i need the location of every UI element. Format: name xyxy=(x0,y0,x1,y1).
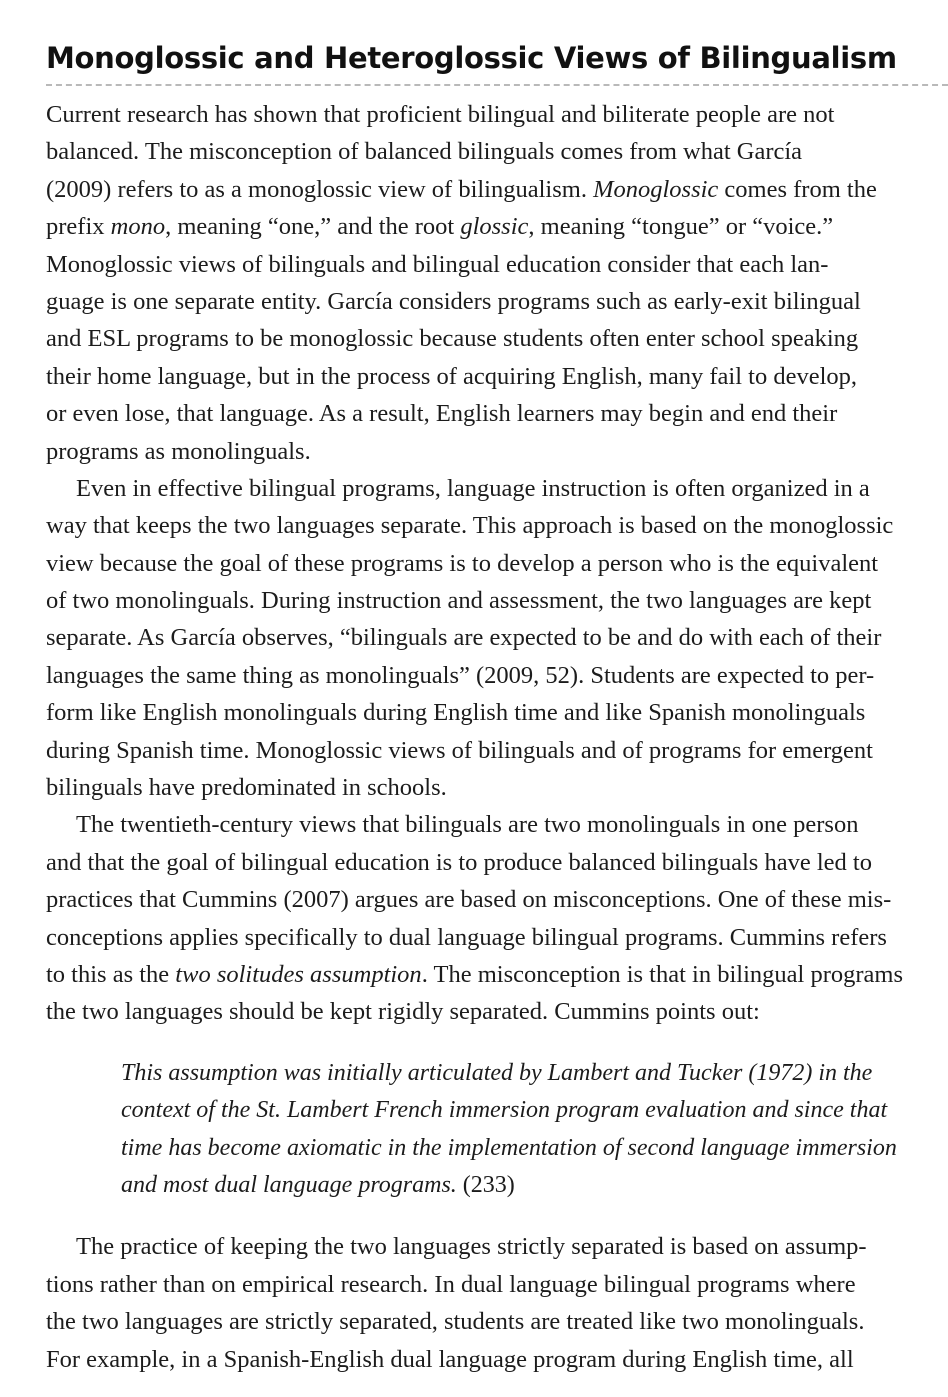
text-line xyxy=(46,96,946,133)
paragraph-1 xyxy=(46,96,946,470)
text-segment: separate. As García observes, “bilinguals are expected to be and do with each of their xyxy=(46,624,882,652)
text-segment: conceptions applies specifically to dual language bilingual programs. Cummins refers xyxy=(46,923,887,951)
text-line xyxy=(46,171,946,208)
text-segment: and most dual language programs. xyxy=(121,1171,463,1198)
text-segment: bilinguals have predominated in schools. xyxy=(46,774,447,802)
text-line xyxy=(46,619,946,656)
text-segment: balanced. The misconception of balanced bilinguals comes from what García xyxy=(46,138,803,166)
text-segment: The practice of keeping the two languages strictly separated is based on assump- xyxy=(76,1233,867,1261)
text-segment: comes from the xyxy=(718,175,877,203)
text-line xyxy=(121,1055,873,1092)
text-segment: their home language, but in the process of acquiring English, many fail to develop, xyxy=(46,362,858,390)
text-line xyxy=(46,433,946,470)
text-line xyxy=(46,545,946,582)
text-line xyxy=(46,1303,946,1340)
text-segment: , meaning “tongue” or “voice.” xyxy=(528,213,834,241)
text-line xyxy=(46,470,946,507)
text-line xyxy=(46,395,946,432)
text-line xyxy=(46,283,946,320)
text-segment: (2009) refers to as a monoglossic view of bilingualism. xyxy=(46,175,594,203)
text-line xyxy=(46,133,946,170)
text-line xyxy=(46,320,946,357)
text-segment: to this as the xyxy=(46,960,176,988)
italic-text: glossic xyxy=(460,213,529,241)
text-line xyxy=(121,1092,888,1129)
text-segment: , meaning “one,” and the root xyxy=(165,213,461,241)
text-line xyxy=(46,919,946,956)
text-segment: and ESL programs to be monoglossic because students often enter school speaking xyxy=(46,325,859,353)
text-segment: practices that Cummins (2007) argues are based on misconceptions. One of these mis- xyxy=(46,886,892,914)
text-line xyxy=(46,507,946,544)
text-line xyxy=(46,582,946,619)
text-segment: time has become axiomatic in the implementation of second language immersion xyxy=(121,1134,897,1161)
text-segment: Current research has shown that proficient bilingual and biliterate people are not xyxy=(46,101,835,128)
text-segment: view because the goal of these programs is to develop a person who is the equivalent xyxy=(46,549,879,577)
paragraph-4 xyxy=(46,1228,946,1378)
text-line xyxy=(46,657,946,694)
text-line xyxy=(46,1266,946,1303)
text-segment: way that keeps the two languages separate. This approach is based on the monoglossic xyxy=(46,512,894,540)
text-segment: and that the goal of bilingual education is to produce balanced bilinguals have led to xyxy=(46,848,872,876)
text-segment: Even in effective bilingual programs, language instruction is often organized in a xyxy=(76,474,870,502)
text-line xyxy=(46,208,946,245)
text-segment: programs as monolinguals. xyxy=(46,437,311,465)
text-line xyxy=(46,358,946,395)
text-line xyxy=(46,694,946,731)
italic-text: two solitudes assumption xyxy=(175,960,422,988)
text-segment: This assumption was initially articulated by Lambert and Tucker (1972) in the xyxy=(121,1059,873,1086)
text-segment: languages the same thing as monolinguals” (2009, 52). Students are expected to per- xyxy=(46,661,875,689)
text-line xyxy=(46,993,946,1030)
text-line xyxy=(46,246,946,283)
italic-text: Monoglossic xyxy=(593,175,719,203)
text-line xyxy=(46,1228,946,1265)
text-line xyxy=(121,1167,853,1204)
text-segment: For example, in a Spanish-English dual language program during English time, all xyxy=(46,1345,854,1373)
text-segment: or even lose, that language. As a result, English learners may begin and end their xyxy=(46,400,838,428)
block-quote xyxy=(46,1055,897,1205)
paragraph-3 xyxy=(46,806,946,1030)
body-text xyxy=(46,96,946,1378)
text-line xyxy=(46,806,946,843)
text-line xyxy=(46,769,946,806)
text-segment: the two languages should be kept rigidly separated. Cummins points out: xyxy=(46,998,760,1026)
text-line xyxy=(46,881,946,918)
text-segment: context of the St. Lambert French immersion program evaluation and since that xyxy=(121,1097,888,1124)
text-segment: the two languages are strictly separated, students are treated like two monolinguals. xyxy=(46,1308,865,1336)
text-segment: tions rather than on empirical research. In dual language bilingual programs where xyxy=(46,1270,856,1298)
citation-text: (233) xyxy=(462,1171,515,1198)
text-line xyxy=(46,1341,946,1378)
text-line xyxy=(46,956,946,993)
text-segment: guage is one separate entity. García considers programs such as early-exit bilingual xyxy=(46,287,861,315)
heading-divider xyxy=(46,84,948,86)
text-segment: prefix xyxy=(46,213,111,241)
paragraph-2 xyxy=(46,470,946,807)
text-line xyxy=(121,1130,897,1167)
section-heading: Monoglossic and Heteroglossic Views of Bilingualism xyxy=(46,41,897,75)
text-segment: during Spanish time. Monoglossic views of bilinguals and of programs for emergent xyxy=(46,736,873,764)
text-line xyxy=(46,732,946,769)
text-segment: Monoglossic views of bilinguals and bilingual education consider that each lan- xyxy=(46,250,829,278)
text-segment: of two monolinguals. During instruction and assessment, the two languages are kept xyxy=(46,587,872,615)
text-segment: form like English monolinguals during English time and like Spanish monolinguals xyxy=(46,699,866,727)
italic-text: mono xyxy=(110,213,166,241)
text-line xyxy=(46,844,946,881)
text-segment: . The misconception is that in bilingual programs xyxy=(421,960,903,988)
text-segment: The twentieth-century views that bilinguals are two monolinguals in one person xyxy=(76,811,859,839)
